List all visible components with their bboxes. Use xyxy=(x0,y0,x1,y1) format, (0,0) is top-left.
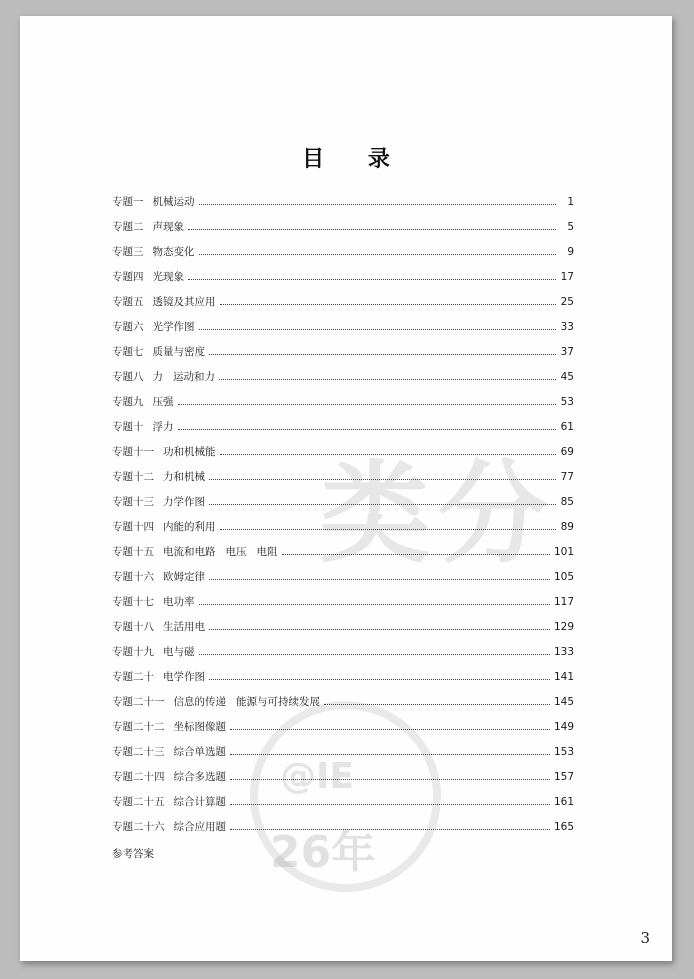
toc-entry xyxy=(112,319,574,344)
toc-entry-title: 功和机械能 xyxy=(163,446,216,458)
toc-dot-leader xyxy=(282,553,550,555)
toc-entry xyxy=(112,744,574,769)
toc-entry-page: 53 xyxy=(560,396,574,408)
toc-entry-title: 力学作图 xyxy=(163,496,205,508)
toc-entry-title: 透镜及其应用 xyxy=(152,296,216,308)
toc-dot-leader xyxy=(220,453,557,455)
toc-entry xyxy=(112,569,574,594)
toc-dot-leader xyxy=(230,728,550,730)
page-title: 目 录 xyxy=(302,146,408,172)
toc-entry-page: 9 xyxy=(567,246,574,258)
watermark-year-text: 26年 xyxy=(270,827,376,878)
toc-entry-title: 力和机械 xyxy=(163,471,205,483)
toc-entry-page: 17 xyxy=(560,271,574,283)
toc-entry xyxy=(112,419,574,444)
toc-entry xyxy=(112,794,574,819)
toc-entry-page: 165 xyxy=(553,821,574,833)
toc-entry-number: 专题十六 xyxy=(112,571,154,583)
toc-entry-title: 光现象 xyxy=(152,271,184,283)
toc-entry-title: 综合计算题 xyxy=(173,796,226,808)
toc-dot-leader xyxy=(324,703,550,705)
toc-dot-leader xyxy=(188,278,556,280)
toc-entry-page: 77 xyxy=(560,471,574,483)
toc-entry xyxy=(112,769,574,794)
toc-entry-number: 专题六 xyxy=(112,321,144,333)
table-of-contents xyxy=(112,194,574,844)
toc-entry xyxy=(112,394,574,419)
toc-entry-number: 专题二十五 xyxy=(112,796,165,808)
toc-entry-number: 专题十二 xyxy=(112,471,154,483)
toc-entry-page: 161 xyxy=(553,796,574,808)
toc-entry xyxy=(112,344,574,369)
toc-entry-title: 欧姆定律 xyxy=(163,571,205,583)
toc-entry-number: 专题十九 xyxy=(112,646,154,658)
toc-entry-number: 专题十 xyxy=(112,421,144,433)
toc-entry-number: 专题三 xyxy=(112,246,144,258)
toc-entry-title: 电流和电路 电压 电阻 xyxy=(163,546,278,558)
toc-entry-number: 专题二十 xyxy=(112,671,154,683)
toc-dot-leader xyxy=(199,328,557,330)
toc-entry-number: 专题二十三 xyxy=(112,746,165,758)
toc-dot-leader xyxy=(209,578,550,580)
toc-dot-leader xyxy=(220,528,557,530)
toc-entry xyxy=(112,294,574,319)
toc-entry xyxy=(112,719,574,744)
toc-entry-number: 专题八 xyxy=(112,371,144,383)
toc-entry-title: 信息的传递 能源与可持续发展 xyxy=(173,696,321,708)
toc-entry xyxy=(112,494,574,519)
toc-entry-number: 专题二十二 xyxy=(112,721,165,733)
toc-entry xyxy=(112,469,574,494)
watermark-large-text: 类分 xyxy=(320,450,556,578)
toc-entry-page: 133 xyxy=(553,646,574,658)
toc-entry-page: 141 xyxy=(553,671,574,683)
toc-entry-number: 专题四 xyxy=(112,271,144,283)
toc-entry-page: 129 xyxy=(553,621,574,633)
toc-dot-leader xyxy=(178,428,557,430)
toc-entry-page: 25 xyxy=(560,296,574,308)
toc-dot-leader xyxy=(199,253,557,255)
toc-dot-leader xyxy=(220,303,557,305)
toc-entry-number: 专题二十一 xyxy=(112,696,165,708)
toc-entry-number: 专题一 xyxy=(112,196,144,208)
toc-entry-page: 5 xyxy=(567,221,574,233)
toc-entry xyxy=(112,694,574,719)
toc-entry xyxy=(112,244,574,269)
toc-entry-title: 生活用电 xyxy=(163,621,205,633)
toc-entry-page: 105 xyxy=(553,571,574,583)
toc-entry-title: 综合多选题 xyxy=(173,771,226,783)
toc-entry-number: 专题七 xyxy=(112,346,144,358)
toc-entry xyxy=(112,519,574,544)
toc-entry-title: 浮力 xyxy=(152,421,174,433)
toc-entry xyxy=(112,219,574,244)
toc-entry-number: 专题十八 xyxy=(112,621,154,633)
toc-entry-title: 综合单选题 xyxy=(173,746,226,758)
toc-dot-leader xyxy=(209,503,556,505)
toc-entry-title: 力 运动和力 xyxy=(152,371,216,383)
toc-entry-page: 85 xyxy=(560,496,574,508)
toc-dot-leader xyxy=(230,753,550,755)
toc-entry-title: 光学作图 xyxy=(152,321,195,333)
toc-entry-page: 117 xyxy=(553,596,574,608)
toc-entry-title: 电与磁 xyxy=(163,646,195,658)
toc-dot-leader xyxy=(178,403,557,405)
toc-entry xyxy=(112,619,574,644)
toc-dot-leader xyxy=(199,603,550,605)
toc-entry-page: 33 xyxy=(560,321,574,333)
toc-dot-leader xyxy=(199,653,550,655)
document-page xyxy=(20,16,672,961)
toc-entry-title: 电功率 xyxy=(163,596,195,608)
toc-dot-leader xyxy=(209,478,556,480)
toc-entry-title: 内能的利用 xyxy=(163,521,216,533)
toc-entry xyxy=(112,369,574,394)
toc-dot-leader xyxy=(188,228,556,230)
toc-entry-number: 专题五 xyxy=(112,296,144,308)
toc-entry xyxy=(112,819,574,844)
toc-entry-page: 45 xyxy=(560,371,574,383)
toc-dot-leader xyxy=(209,628,550,630)
toc-entry xyxy=(112,194,574,219)
toc-entry-number: 专题十三 xyxy=(112,496,154,508)
toc-entry-number: 专题十五 xyxy=(112,546,154,558)
toc-entry-title: 坐标图像题 xyxy=(173,721,226,733)
toc-entry-title: 质量与密度 xyxy=(152,346,205,358)
toc-dot-leader xyxy=(230,828,550,830)
toc-entry-title: 电学作图 xyxy=(163,671,205,683)
toc-entry-number: 专题十四 xyxy=(112,521,154,533)
toc-entry-title: 物态变化 xyxy=(152,246,195,258)
toc-dot-leader xyxy=(209,353,556,355)
toc-dot-leader xyxy=(219,378,556,380)
toc-entry xyxy=(112,594,574,619)
toc-entry-number: 专题九 xyxy=(112,396,144,408)
toc-entry-number: 专题二十六 xyxy=(112,821,165,833)
toc-entry-number: 专题二十四 xyxy=(112,771,165,783)
toc-entry-title: 综合应用题 xyxy=(173,821,226,833)
toc-entry-page: 69 xyxy=(560,446,574,458)
toc-entry-number: 专题二 xyxy=(112,221,144,233)
toc-entry-title: 压强 xyxy=(152,396,174,408)
toc-entry xyxy=(112,669,574,694)
toc-entry-page: 153 xyxy=(553,746,574,758)
toc-dot-leader xyxy=(209,678,550,680)
toc-entry-page: 157 xyxy=(553,771,574,783)
toc-entry-page: 101 xyxy=(553,546,574,558)
toc-entry-number: 专题十七 xyxy=(112,596,154,608)
toc-dot-leader xyxy=(199,203,557,205)
toc-dot-leader xyxy=(230,803,550,805)
toc-entry xyxy=(112,444,574,469)
watermark-seal-text: @IE xyxy=(280,756,354,797)
answers-entry: 参考答案 xyxy=(112,848,154,860)
toc-entry-page: 37 xyxy=(560,346,574,358)
toc-entry xyxy=(112,269,574,294)
toc-entry-title: 机械运动 xyxy=(152,196,195,208)
toc-entry-page: 89 xyxy=(560,521,574,533)
toc-entry xyxy=(112,644,574,669)
toc-entry xyxy=(112,544,574,569)
toc-entry-number: 专题十一 xyxy=(112,446,154,458)
toc-entry-page: 1 xyxy=(567,196,574,208)
toc-entry-page: 145 xyxy=(553,696,574,708)
toc-entry-page: 149 xyxy=(553,721,574,733)
toc-entry-title: 声现象 xyxy=(152,221,184,233)
toc-entry-page: 61 xyxy=(560,421,574,433)
page-number: 3 xyxy=(640,929,650,947)
toc-dot-leader xyxy=(230,778,550,780)
